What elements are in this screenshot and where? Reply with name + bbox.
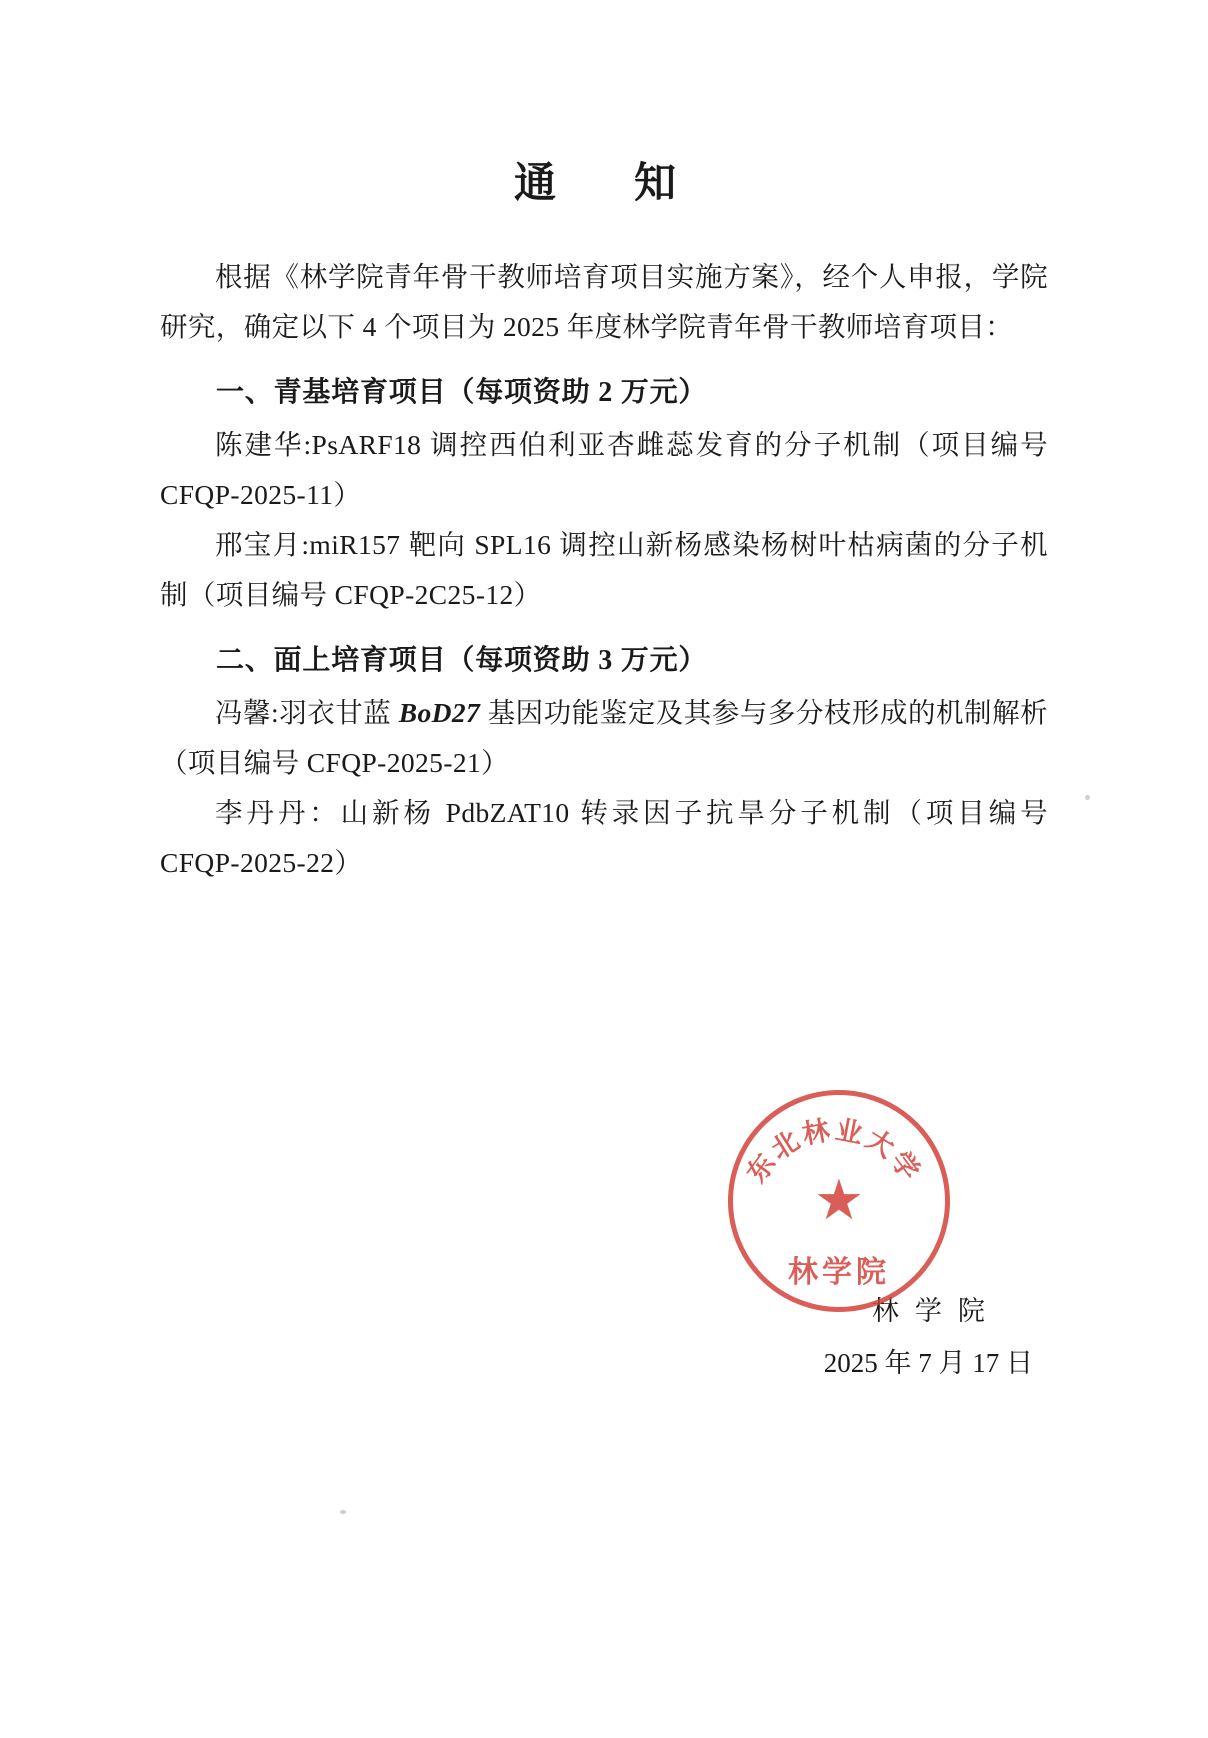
project-item-suffix: 基因功能鉴定及其参与多分枝形成的机制解析（项目编号 CFQP-2025-21） xyxy=(160,697,1048,778)
project-item: 陈建华:PsARF18 调控西伯利亚杏雌蕊发育的分子机制（项目编号 CFQP-2025-11） xyxy=(160,429,1048,510)
section-heading-2: 二、面上培育项目（每项资助 3 万元） xyxy=(216,645,708,676)
official-seal-stamp xyxy=(728,1090,950,1312)
project-item: 李丹丹：山新杨 PdbZAT10 转录因子抗旱分子机制（项目编号 CFQP-2025-22） xyxy=(160,797,1048,878)
intro-paragraph: 根据《林学院青年骨干教师培育项目实施方案》，经个人申报，学院研究，确定以下 4 个项目为 2025 年度林学院青年骨干教师培育项目： xyxy=(160,261,1048,342)
seal-arc-text: 东北林业大学 xyxy=(741,1114,927,1189)
seal-arc-text-graphic xyxy=(733,1095,935,1297)
signature-date: 2025 年 7 月 17 日 xyxy=(823,1348,1033,1378)
seal-bottom-text: 林学院 xyxy=(788,1256,890,1289)
project-item xyxy=(160,688,1048,788)
scan-speck xyxy=(1085,795,1090,800)
project-item-prefix: 冯馨:羽衣甘蓝 xyxy=(215,697,399,728)
signature-block xyxy=(824,1285,1033,1389)
project-item-gene-name: BoD27 xyxy=(398,697,481,728)
section-heading-1: 一、青基培育项目（每项资助 2 万元） xyxy=(216,377,708,408)
page-title: 通 知 xyxy=(513,161,694,207)
scan-speck xyxy=(340,1510,346,1514)
project-item: 邢宝月:miR157 靶向 SPL16 调控山新杨感染杨树叶枯病菌的分子机制（项目编号 CFQP-2C25-12） xyxy=(160,529,1048,610)
seal-star-icon: ★ xyxy=(813,1170,865,1232)
signature-organization: 林学院 xyxy=(871,1296,1001,1326)
